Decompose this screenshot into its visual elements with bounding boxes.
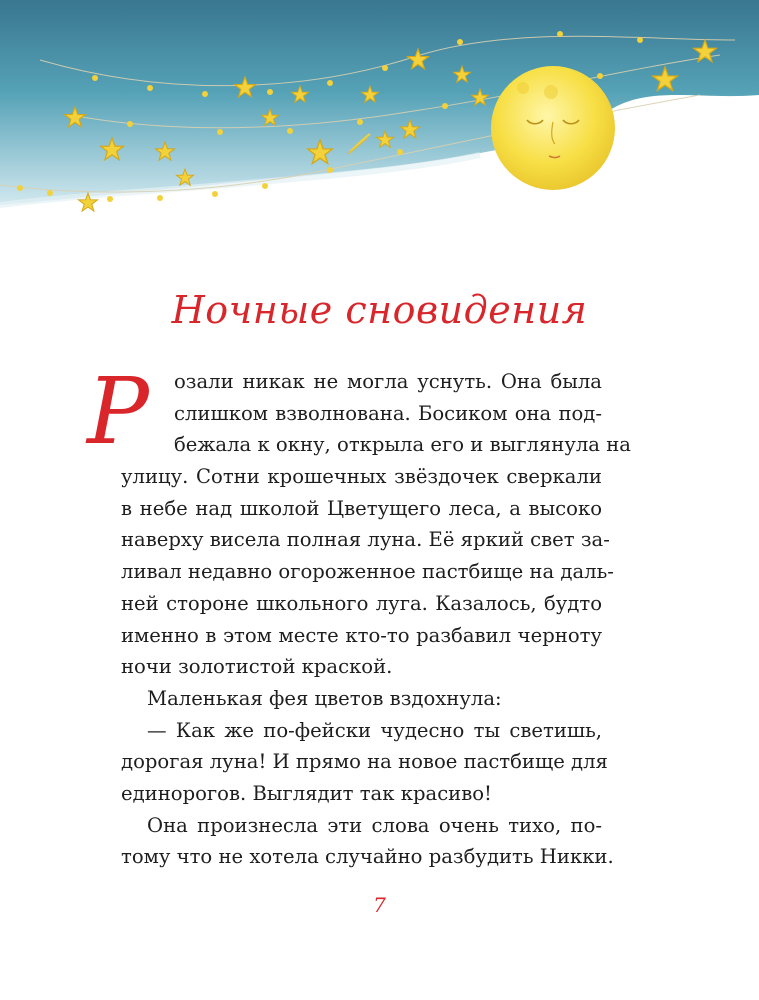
text-line: в небе над школой Цветущего леса, а высоко [121, 496, 602, 520]
text-line: улицу. Сотни крошечных звёздочек сверкали [121, 465, 602, 489]
text-line: наверху висела полная луна. Её яркий свет за- [121, 528, 610, 552]
text-line: Маленькая фея цветов вздохнула: [147, 686, 502, 710]
text-line: слишком взволнована. Босиком она под- [174, 401, 602, 425]
page-number: 7 [373, 893, 386, 917]
text-line: — Как же по-фейски чудесно ты светишь, [147, 718, 602, 742]
text-line: Она произнесла эти слова очень тихо, по- [147, 813, 602, 837]
moon [491, 66, 615, 190]
text-line: бежала к окну, открыла его и выглянула на [174, 433, 631, 457]
text-line: ливал недавно огороженное пастбище на даль- [121, 560, 614, 584]
text-line: тому что не хотела случайно разбудить Никки. [121, 845, 614, 869]
text-line: дорогая луна! И прямо на новое пастбище для [121, 750, 608, 774]
chapter-body [121, 366, 631, 873]
text-line: единорогов. Выглядит так красиво! [121, 781, 492, 805]
sky-wash [0, 0, 759, 205]
drop-cap: Р [87, 358, 149, 465]
text-line: ней стороне школьного луга. Казалось, будто [121, 591, 602, 615]
text-line: ночи золотистой краской. [121, 655, 393, 679]
chapter-title: Ночные сновидения [171, 288, 588, 332]
night-sky-illustration [0, 0, 759, 230]
text-line: именно в этом месте кто-то разбавил черноту [121, 623, 602, 647]
text-line: озали никак не могла уснуть. Она была [174, 370, 602, 393]
